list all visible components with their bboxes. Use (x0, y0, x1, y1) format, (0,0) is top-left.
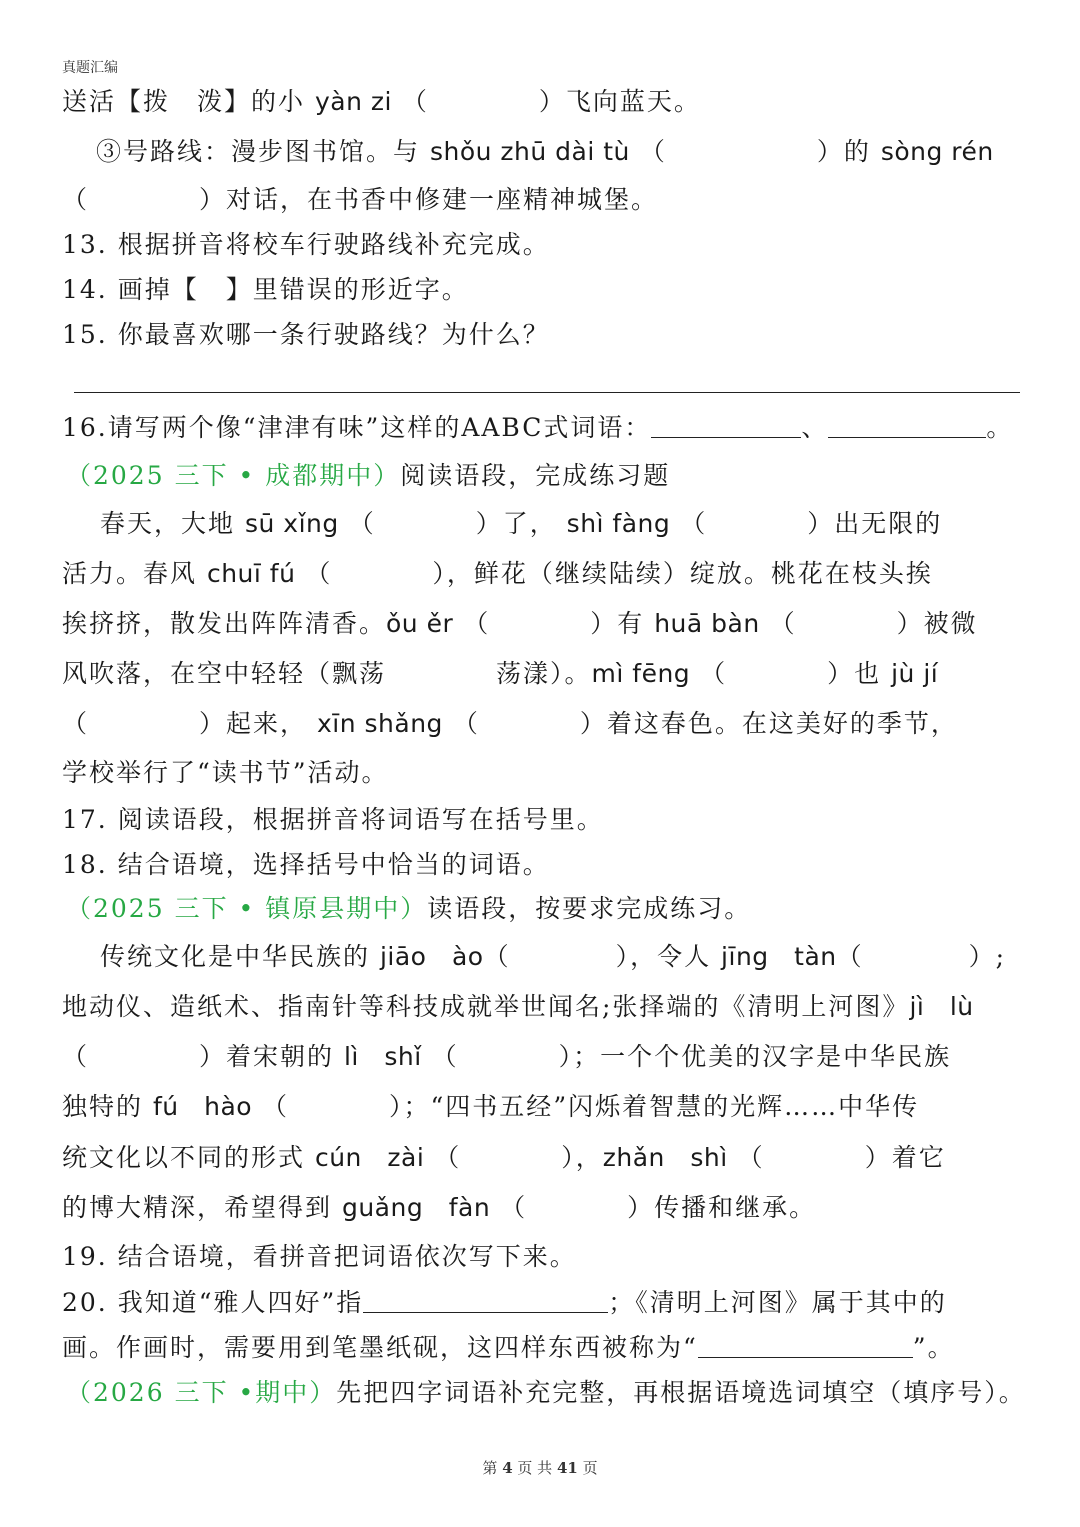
section-title (66, 460, 1020, 492)
bracket: （ (348, 509, 376, 538)
bracket: （ (305, 559, 333, 588)
section-title (66, 893, 1020, 925)
pinyin: lì shǐ (343, 1042, 422, 1071)
text: 风吹落，在空中轻轻（飘荡 (62, 659, 387, 688)
bracket: （ (737, 1143, 765, 1172)
pinyin: fú hào (152, 1092, 253, 1121)
section-text: 先把四字词语补充完整，再根据语境选词填空（填序号）。 (336, 1378, 1026, 1407)
answer-line[interactable] (363, 1288, 608, 1313)
text: ）着这春色。在这美好的季节， (579, 709, 958, 738)
pinyin: mì fēng (591, 659, 691, 688)
answer-line[interactable] (698, 1333, 913, 1358)
pinyin: shǒu zhū dài tù (429, 137, 630, 166)
bracket: （ (836, 942, 864, 971)
text: ）着宋朝的 (199, 1042, 344, 1071)
document-header: 真题汇编 (62, 60, 118, 76)
question-text: ”。 (912, 1333, 955, 1362)
pinyin: yàn zi (314, 87, 392, 116)
question-19: 19. 结合语境，看拼音把词语依次写下来。 (62, 1242, 577, 1271)
text: ）传播和继承。 (627, 1193, 817, 1222)
text: ）；“四书五经”闪烁着智慧的光辉……中华传 (389, 1092, 920, 1121)
text: ）起来， (199, 709, 308, 738)
text: 挨挤挤，散发出阵阵清香。 (62, 609, 387, 638)
question-16 (62, 412, 1020, 444)
passage-line (62, 608, 1020, 640)
text: 统文化以不同的形式 (62, 1143, 315, 1172)
bracket: （ (639, 137, 667, 166)
bracket: （ (680, 509, 708, 538)
passage-line (62, 658, 1020, 690)
text: ）着它 (864, 1143, 946, 1172)
text: 地动仪、造纸术、指南针等科技成就举世闻名;张择端的《清明上河图》 (62, 992, 910, 1021)
text: ）出无限的 (807, 509, 943, 538)
passage-line (62, 1192, 1020, 1224)
passage-line (100, 941, 1020, 973)
source-tag: （2025 三下 • 成都期中） (66, 461, 401, 490)
page-footer: 第 4 页 共 41 页 (482, 1459, 598, 1477)
period: 。 (986, 413, 1014, 442)
passage-line (62, 558, 1020, 590)
text: ）；一个个优美的汉字是中华民族 (558, 1042, 952, 1071)
question-20 (62, 1287, 1020, 1319)
section-text: 阅读语段，完成练习题 (400, 461, 671, 490)
pinyin: shì fàng (566, 509, 671, 538)
text: 春天，大地 (100, 509, 245, 538)
text: 荡漾）。 (496, 659, 592, 688)
pinyin: sòng rén (880, 137, 994, 166)
text: 送活【拨 泼】的小 (62, 87, 315, 116)
passage-line (100, 508, 1020, 540)
pinyin: huā bàn (654, 609, 760, 638)
source-tag: （2025 三下 • 镇原县期中） (66, 894, 428, 923)
passage-line (62, 1091, 1020, 1123)
question-14: 14. 画掉【 】里错误的形近字。 (62, 275, 469, 304)
question-text: 画。作画时，需要用到笔墨纸砚，这四样东西被称为“ (62, 1333, 698, 1362)
question-text: 20. 我知道“雅人四好”指 (62, 1288, 364, 1317)
page-number: 4 (502, 1459, 513, 1477)
section-title (66, 1377, 1026, 1409)
bracket: （ (62, 709, 90, 738)
passage-line (62, 86, 1020, 118)
text: 传统文化是中华民族的 (100, 942, 380, 971)
text: ）的 (816, 137, 881, 166)
question-15: 15. 你最喜欢哪一条行驶路线？为什么？ (62, 320, 550, 349)
pinyin: ǒu ěr (386, 609, 454, 638)
bracket: （ (500, 1193, 528, 1222)
question-text: 16.请写两个像“津津有味”这样的AABC式词语： (62, 413, 652, 442)
text: ③号路线：漫步图书馆。与 (96, 137, 430, 166)
passage-line (62, 708, 1020, 740)
answer-line[interactable] (74, 392, 1020, 393)
passage-line (62, 184, 1020, 216)
bracket: （ (769, 609, 797, 638)
bracket: （ (452, 709, 480, 738)
text: ）有 (590, 609, 655, 638)
question-20-cont (62, 1332, 1020, 1364)
page-total: 41 (556, 1459, 578, 1477)
bracket: （ (463, 609, 491, 638)
text: 独特的 (62, 1092, 153, 1121)
bracket: （ (401, 87, 429, 116)
text: ）对话，在书香中修建一座精神城堡。 (199, 185, 659, 214)
pinyin: jiāo ào (379, 942, 484, 971)
question-18: 18. 结合语境，选择括号中恰当的词语。 (62, 850, 550, 879)
pinyin: sū xǐng (244, 509, 339, 538)
bracket: （ (62, 185, 90, 214)
pinyin: zhǎn shì (602, 1143, 728, 1172)
text: ），令人 (615, 942, 722, 971)
passage-line (62, 991, 1020, 1023)
pinyin: jì lù (909, 992, 974, 1021)
pinyin: jīng tàn (721, 942, 837, 971)
question-17: 17. 阅读语段，根据拼音将词语写在括号里。 (62, 805, 604, 834)
bracket: （ (262, 1092, 290, 1121)
pinyin: guǎng fàn (341, 1193, 491, 1222)
text: 的博大精深，希望得到 (62, 1193, 342, 1222)
passage-line (62, 1142, 1020, 1174)
text: ），鲜花（继续陆续）绽放。桃花在枝头挨 (432, 559, 933, 588)
text: 活力。春风 (62, 559, 207, 588)
text: ）被微 (896, 609, 978, 638)
pinyin: cún zài (314, 1143, 425, 1172)
pinyin: jù jí (891, 659, 939, 688)
passage-line: 学校举行了“读书节”活动。 (62, 758, 389, 787)
passage-line (96, 136, 1020, 168)
text: ）飞向蓝天。 (538, 87, 701, 116)
bracket: （ (700, 659, 728, 688)
question-text: ；《清明上河图》属于其中的 (608, 1288, 947, 1317)
bracket: （ (62, 1042, 90, 1071)
pinyin: chuī fú (206, 559, 296, 588)
source-tag: （2026 三下 •期中） (66, 1378, 337, 1407)
text: ）了， (475, 509, 557, 538)
text: ）， (561, 1143, 603, 1172)
separator: 、 (801, 413, 829, 442)
question-13: 13. 根据拼音将校车行驶路线补充完成。 (62, 230, 550, 259)
bracket: （ (431, 1042, 459, 1071)
pinyin: xīn shǎng (316, 709, 443, 738)
answer-line[interactable] (828, 413, 986, 438)
text: ）; (968, 942, 1007, 971)
answer-line[interactable] (651, 413, 801, 438)
text: ）也 (827, 659, 892, 688)
bracket: （ (483, 942, 511, 971)
passage-line (62, 1041, 1020, 1073)
bracket: （ (434, 1143, 462, 1172)
section-text: 读语段，按要求完成练习。 (427, 894, 752, 923)
